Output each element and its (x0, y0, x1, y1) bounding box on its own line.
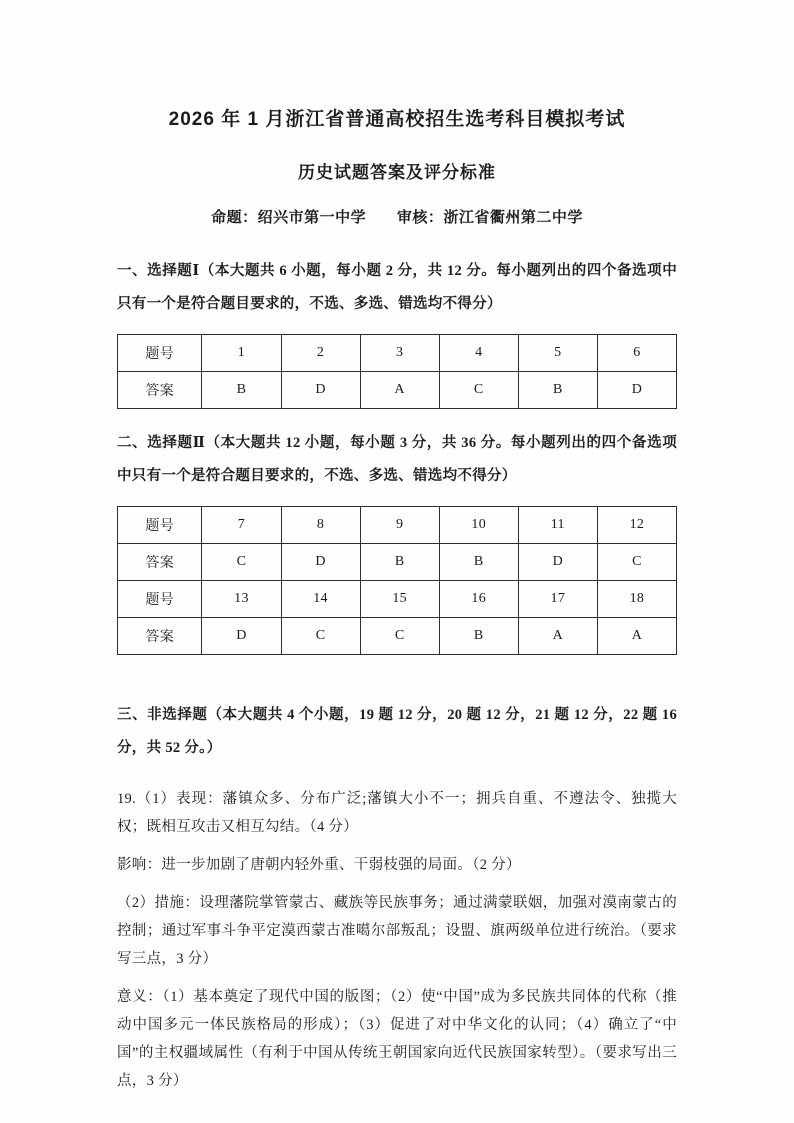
row-header-cell: 题号 (118, 507, 202, 544)
table-row (118, 581, 677, 618)
table-row (118, 507, 677, 544)
answer-cell: B (360, 544, 439, 581)
question-number-cell: 2 (281, 335, 360, 372)
page-title: 2026 年 1 月浙江省普通高校招生选考科目模拟考试 (168, 109, 626, 130)
question-number-cell: 5 (518, 335, 597, 372)
question-number-cell: 3 (360, 335, 439, 372)
answer-19-2-measures: （2）措施：设理藩院掌管蒙古、藏族等民族事务；通过满蒙联姻，加强对漠南蒙古的控制；通过军事斗争平定漠西蒙古准噶尔部叛乱；设盟、旗两级单位进行统治。（要求写三点，3 分） (117, 895, 677, 967)
byline-proposer: 命题：绍兴市第一中学 (211, 209, 367, 226)
answer-cell: C (202, 544, 281, 581)
question-number-cell: 7 (202, 507, 281, 544)
question-number-cell: 11 (518, 507, 597, 544)
answer-cell: C (360, 618, 439, 655)
question-number-cell: 13 (202, 581, 281, 618)
question-number-cell: 18 (597, 581, 676, 618)
table-row (118, 335, 677, 372)
question-number-cell: 9 (360, 507, 439, 544)
row-header-cell: 答案 (118, 544, 202, 581)
answer-cell: B (518, 372, 597, 409)
question-number-cell: 15 (360, 581, 439, 618)
table-row (118, 544, 677, 581)
answer-19-1-expression: 19.（1）表现：藩镇众多、分布广泛;藩镇大小不一；拥兵自重、不遵法令、独揽大权；既相互攻击又相互勾结。（4 分） (117, 791, 677, 835)
table-row (118, 618, 677, 655)
answer-cell: B (439, 544, 518, 581)
section3-heading: 三、非选择题（本大题共 4 个小题，19 题 12 分，20 题 12 分，21 题 12 分，22 题 16 分，共 52 分。） (117, 707, 677, 756)
row-header-cell: 题号 (118, 581, 202, 618)
answer-cell: A (597, 618, 676, 655)
question-number-cell: 1 (202, 335, 281, 372)
question-number-cell: 14 (281, 581, 360, 618)
byline (117, 206, 677, 227)
answer-19-1-impact: 影响：进一步加剧了唐朝内轻外重、干弱枝强的局面。（2 分） (117, 857, 521, 873)
page-subtitle: 历史试题答案及评分标准 (298, 163, 496, 182)
answer-cell: A (518, 618, 597, 655)
section1-heading: 一、选择题Ⅰ（本大题共 6 小题，每小题 2 分，共 12 分。每小题列出的四个备选项中只有一个是符合题目要求的，不选、多选、错选均不得分） (117, 263, 677, 312)
answer-cell: D (281, 372, 360, 409)
answer-19-2-meaning: 意义：（1）基本奠定了现代中国的版图；（2）使“中国”成为多民族共同体的代称（推动中国多元一体民族格局的形成）；（3）促进了对中华文化的认同；（4）确立了“中国”的主权疆域属性（有利于中国从传统王朝国家向近代民族国家转型）。（要求写出三点，3 分） (117, 989, 677, 1089)
answer-cell: D (597, 372, 676, 409)
question-number-cell: 10 (439, 507, 518, 544)
answer-cell: D (281, 544, 360, 581)
question-number-cell: 4 (439, 335, 518, 372)
answer-cell: C (281, 618, 360, 655)
section2-heading: 二、选择题Ⅱ（本大题共 12 小题，每小题 3 分，共 36 分。每小题列出的四个备选项中只有一个是符合题目要求的，不选、多选、错选均不得分） (117, 435, 677, 484)
question-number-cell: 12 (597, 507, 676, 544)
question-number-cell: 6 (597, 335, 676, 372)
question-number-cell: 16 (439, 581, 518, 618)
answer-cell: A (360, 372, 439, 409)
answer-cell: C (439, 372, 518, 409)
answer-cell: D (518, 544, 597, 581)
answer-table-1 (117, 334, 677, 409)
answer-cell: D (202, 618, 281, 655)
row-header-cell: 答案 (118, 372, 202, 409)
answer-cell: C (597, 544, 676, 581)
answer-cell: B (202, 372, 281, 409)
answer-table-2 (117, 506, 677, 655)
table-row (118, 372, 677, 409)
answer-cell: B (439, 618, 518, 655)
row-header-cell: 题号 (118, 335, 202, 372)
question-number-cell: 17 (518, 581, 597, 618)
byline-reviewer: 审核：浙江省衢州第二中学 (396, 209, 583, 226)
question-number-cell: 8 (281, 507, 360, 544)
row-header-cell: 答案 (118, 618, 202, 655)
